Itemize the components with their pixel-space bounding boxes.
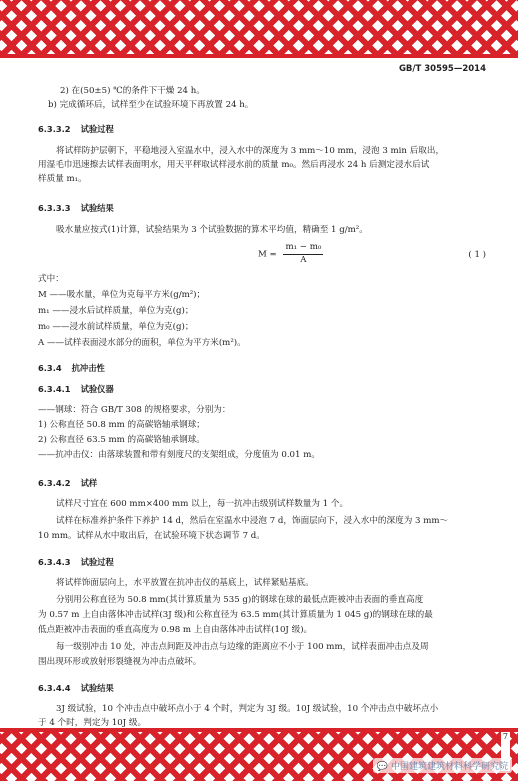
text-line: 试样尺寸宜在 600 mm×400 mm 以上，每一抗冲击级别试样数量为 1 个。 <box>56 499 349 509</box>
section-heading: 6.3.4.2 试样 <box>38 478 98 488</box>
section-heading: 6.3.4.3 试验过程 <box>38 557 114 567</box>
definition-line: A ——试样表面浸水部分的面积，单位为平方米(m²)。 <box>38 338 246 348</box>
text-line: 吸水量应按式(1)计算，试验结果为 3 个试验数据的算术平均值，精确至 1 g/m²。 <box>56 225 368 235</box>
definition-line: m₀ ——浸水前试样质量，单位为克(g)； <box>38 322 194 332</box>
text-line: 将试样饰面层向上，水平放置在抗冲击仪的基底上，试样紧贴基底。 <box>56 578 314 588</box>
text-line: 将试样防护层朝下，平稳地浸入室温水中，浸入水中的深度为 3 mm～10 mm，浸泡 3 min 后取出， <box>56 146 445 156</box>
decorative-bottom-border <box>0 728 518 781</box>
text-line: 用湿毛巾迅速擦去试样表面明水，用天平秤取试样浸水前的质量 m₀。然后再浸水 24 h 后测定浸水后试 <box>38 160 430 170</box>
section-heading: 6.3.4 抗冲击性 <box>38 363 105 373</box>
text-line: 每一级别冲击 10 处，冲击点间距及冲击点与边缘的距离应不小于 100 mm，试样表面冲击点及周 <box>56 642 429 652</box>
text-line: ——钢球：符合 GB/T 308 的规格要求，分别为： <box>38 405 231 415</box>
text-line: 2) 在(50±5) ℃的条件下干燥 24 h。 <box>60 86 205 96</box>
text-line: 2) 公称直径 63.5 mm 的高碳铬轴承钢球。 <box>38 435 205 445</box>
text-line: 于 4 个时，判定为 10J 级。 <box>38 718 147 728</box>
standard-header: GB/T 30595—2014 <box>398 64 486 74</box>
text-line: ——抗冲击仪：由落球装置和带有刻度尺的支架组成，分度值为 0.01 m。 <box>38 450 320 460</box>
document-page <box>38 58 486 728</box>
section-heading: 6.3.4.1 试验仪器 <box>38 384 114 394</box>
text-line: 10 mm。试样从水中取出后，在试验环境下状态调节 7 d。 <box>38 531 265 541</box>
text-line: b) 完成循环后，试样至少在试验环境下再放置 24 h。 <box>48 100 254 110</box>
formula: M = $\frac{\text{m₁ − m₀}}{A}$ <box>258 242 322 265</box>
text-line: 样质量 m₁。 <box>38 174 87 184</box>
text-line: 为 0.57 m 上自由落体冲击试样(3J 级)和公称直径为 63.5 mm(其计算质量为 1 045 g)的钢球在球的最 <box>38 610 433 620</box>
section-heading: 6.3.3.2 试验过程 <box>38 124 114 134</box>
section-heading: 6.3.4.4 试验结果 <box>38 683 114 693</box>
text-line: 分别用公称直径为 50.8 mm(其计算质量为 535 g)的钢球在球的最低点距被冲击表面的垂直高度 <box>56 595 424 605</box>
text-line: 试样在标准养护条件下养护 14 d，然后在室温水中浸泡 7 d，饰面层向下，浸入水中的深度为 3 mm～ <box>56 516 449 526</box>
text-line: 低点距被冲击表面的垂直高度为 0.98 m 上自由落体冲击试样(10J 级)。 <box>38 625 313 635</box>
definition-line: m₁ ——浸水后试样质量，单位为克(g)； <box>38 306 194 316</box>
chat-bubble-icon: 💬 <box>376 762 391 772</box>
text-line: 1) 公称直径 50.8 mm 的高碳铬轴承钢球； <box>38 420 205 430</box>
decorative-top-border <box>0 0 518 58</box>
definition-line: M ——吸水量，单位为克每平方米(g/m²)； <box>38 290 206 300</box>
watermark: 💬 中国建筑建筑材料科学研究院 <box>373 758 512 773</box>
text-line: 3J 级试验，10 个冲击点中破坏点小于 4 个时，判定为 3J 级。10J 级试验，10 个冲击点中破坏点小 <box>56 704 439 714</box>
section-heading: 6.3.3.3 试验结果 <box>38 203 114 213</box>
page-number: 7 <box>501 732 510 771</box>
equation-number: ( 1 ) <box>468 250 486 260</box>
text-line: 式中： <box>38 274 64 284</box>
text-line: 围出现环形或放射形裂缝视为冲击点破坏。 <box>38 657 202 667</box>
